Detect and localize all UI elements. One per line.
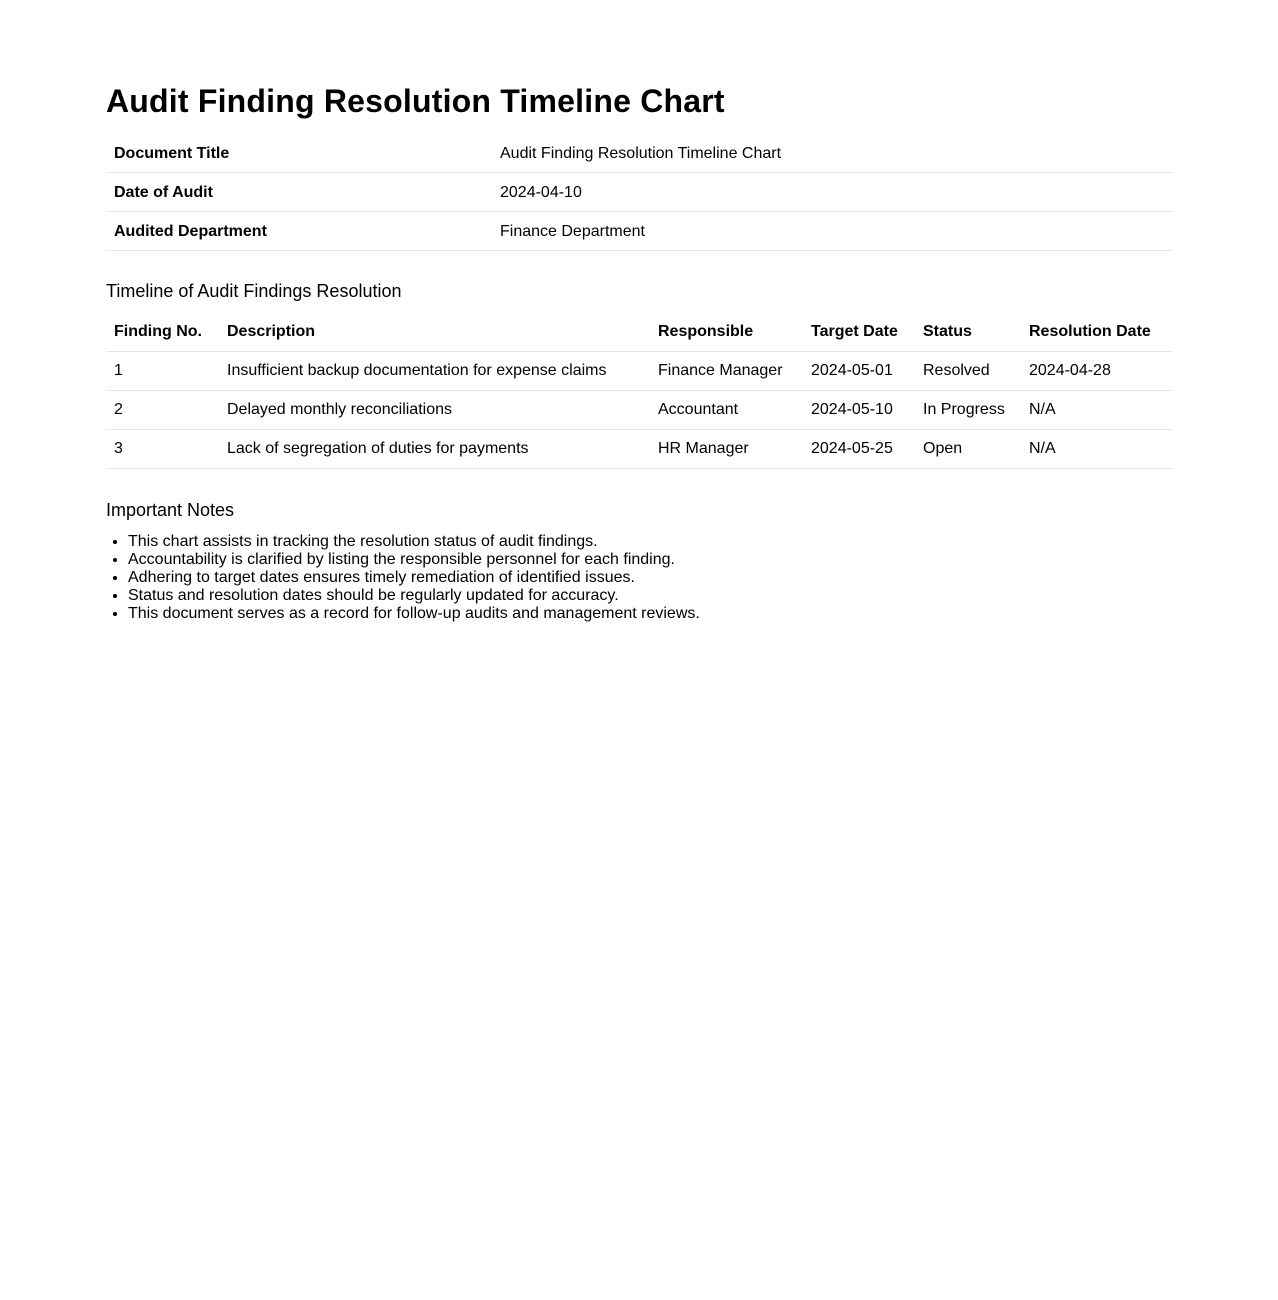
finding-no-cell: 2	[106, 390, 219, 429]
table-row	[106, 351, 1172, 390]
list-item: • This document serves as a record for follow-up audits and management reviews.	[128, 605, 1172, 623]
resolution-date-cell: N/A	[1021, 429, 1172, 468]
target-date-cell: 2024-05-25	[803, 429, 915, 468]
description-cell: Delayed monthly reconciliations	[219, 390, 650, 429]
info-label: Audited Department	[106, 212, 492, 251]
resolution-date-cell: N/A	[1021, 390, 1172, 429]
document-page	[0, 0, 1278, 623]
status-cell: Open	[915, 429, 1021, 468]
info-value: Finance Department	[492, 212, 1172, 251]
resolution-date-cell: 2024-04-28	[1021, 351, 1172, 390]
table-row	[106, 173, 1172, 212]
column-header-target-date: Target Date	[803, 313, 915, 352]
description-cell: Insufficient backup documentation for expense claims	[219, 351, 650, 390]
list-item: • Accountability is clarified by listing the responsible personnel for each finding.	[128, 551, 1172, 569]
table-row	[106, 429, 1172, 468]
column-header-finding-no: Finding No.	[106, 313, 219, 352]
target-date-cell: 2024-05-10	[803, 390, 915, 429]
list-item: • Adhering to target dates ensures timely remediation of identified issues.	[128, 569, 1172, 587]
table-row	[106, 134, 1172, 173]
column-header-responsible: Responsible	[650, 313, 803, 352]
status-cell: In Progress	[915, 390, 1021, 429]
column-header-resolution-date: Resolution Date	[1021, 313, 1172, 352]
description-cell: Lack of segregation of duties for payments	[219, 429, 650, 468]
info-value: Audit Finding Resolution Timeline Chart	[492, 134, 1172, 173]
column-header-description: Description	[219, 313, 650, 352]
list-item: • Status and resolution dates should be regularly updated for accuracy.	[128, 587, 1172, 605]
info-value: 2024-04-10	[492, 173, 1172, 212]
table-header-row	[106, 313, 1172, 352]
target-date-cell: 2024-05-01	[803, 351, 915, 390]
responsible-cell: Accountant	[650, 390, 803, 429]
table-row	[106, 212, 1172, 251]
table-row	[106, 390, 1172, 429]
notes-list	[106, 533, 1172, 623]
finding-no-cell: 3	[106, 429, 219, 468]
column-header-status: Status	[915, 313, 1021, 352]
info-label: Document Title	[106, 134, 492, 173]
findings-table	[106, 313, 1172, 469]
responsible-cell: HR Manager	[650, 429, 803, 468]
status-cell: Resolved	[915, 351, 1021, 390]
finding-no-cell: 1	[106, 351, 219, 390]
list-item: • This chart assists in tracking the resolution status of audit findings.	[128, 533, 1172, 551]
responsible-cell: Finance Manager	[650, 351, 803, 390]
document-info-table	[106, 134, 1172, 251]
notes-section-title: Important Notes	[106, 499, 235, 520]
info-label: Date of Audit	[106, 173, 492, 212]
page-title: Audit Finding Resolution Timeline Chart	[106, 83, 725, 119]
timeline-section-title: Timeline of Audit Findings Resolution	[106, 281, 402, 302]
